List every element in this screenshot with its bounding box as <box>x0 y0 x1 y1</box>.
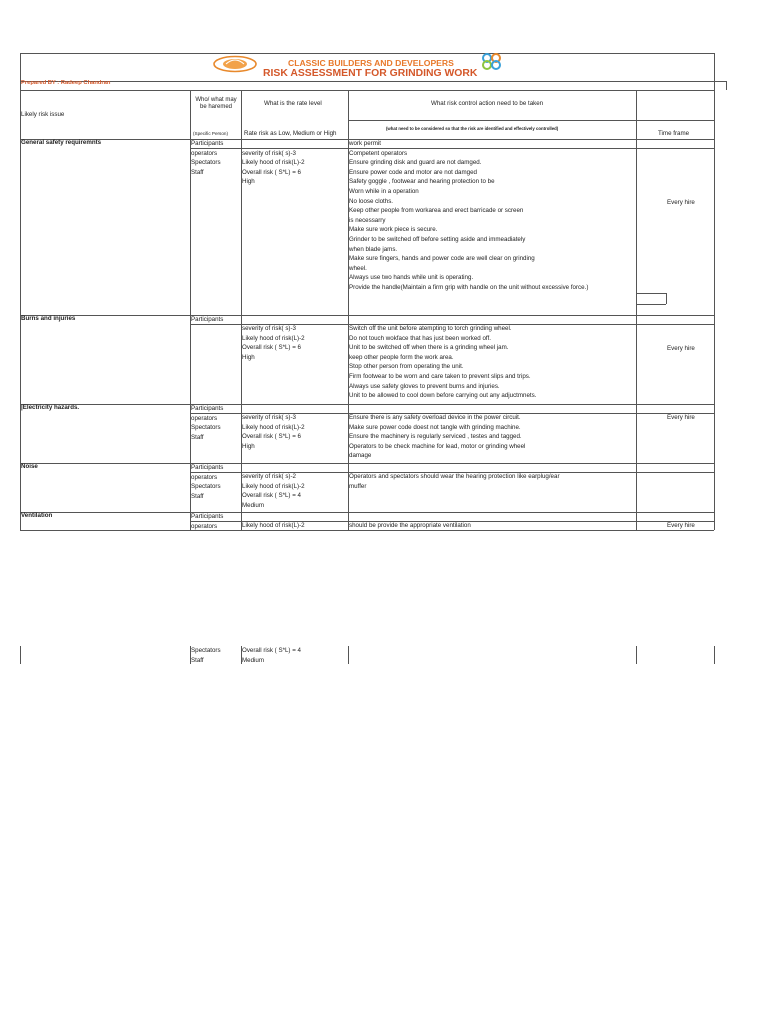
time-sub-line <box>636 304 666 305</box>
control-item: Provide the handle(Maintain a firm grip with handle on the unit without excessive force.) <box>349 283 589 291</box>
continuation-border <box>20 646 21 664</box>
col-header-rate: What is the rate level <box>264 100 322 107</box>
rate-list <box>242 521 305 531</box>
who-item: Participants <box>191 464 224 471</box>
who-item: operators <box>191 149 218 157</box>
who-item: Participants <box>191 405 224 412</box>
control-item: Do not touch wokface that has just been worked off. <box>349 334 491 342</box>
colhead-top <box>20 90 714 91</box>
who-item: operators <box>191 522 218 530</box>
company-logo-right <box>478 52 506 72</box>
continuation-border <box>714 646 715 664</box>
section-title: Burns and injuries <box>21 315 76 322</box>
who-item: Participants <box>191 140 224 147</box>
who-item: Staff <box>191 656 204 664</box>
section-border <box>20 315 714 316</box>
section-border <box>20 512 714 513</box>
who-item: operators <box>191 414 218 422</box>
time-frame: Every hire <box>667 345 695 352</box>
col-header-control-sub: (what need to be considered so that the risk are identified and effectively controlled) <box>386 126 559 131</box>
section-title: Ventilation <box>21 512 53 519</box>
control-item: Competent operators <box>349 149 408 157</box>
rate-item: Likely hood of risk(L)-2 <box>242 522 305 529</box>
who-item: Staff <box>191 492 204 500</box>
rate-item: High <box>242 353 255 361</box>
control-item: Unit to be switched off when there is a grinding wheel jam. <box>349 344 509 352</box>
who-list <box>191 512 223 531</box>
section-border <box>20 404 714 405</box>
time-sub-line <box>666 293 667 304</box>
rate-item: severity of risk( s)-3 <box>242 325 296 332</box>
section-title: |Electricity hazards. <box>21 404 80 411</box>
control-item: Make sure power code doest not tangle with grinding machine. <box>349 423 521 431</box>
control-item: No loose cloths. <box>349 197 394 205</box>
control-item: is necessarry <box>349 216 386 224</box>
control-item: work permit <box>349 140 381 147</box>
who-item: Staff <box>191 168 204 176</box>
col-header-who-sub: (Specific Person) <box>193 131 228 136</box>
rate-list <box>242 324 305 362</box>
control-item: Make sure fingers, hands and power code are well clear on grinding <box>349 255 535 263</box>
rate-item: Likely hood of risk(L)-2 <box>242 159 305 167</box>
who-list <box>191 139 223 177</box>
section-border <box>20 463 714 464</box>
control-item: wheel. <box>349 264 367 272</box>
rate-item: Overall risk ( S*L) = 6 <box>242 168 301 176</box>
who-item: Spectators <box>191 159 221 167</box>
prepared-by: Prepared BY : Radeep Chandran <box>21 80 111 86</box>
rate-item: Overall risk ( S*L) = 4 <box>242 492 301 500</box>
control-subheader-line <box>348 120 714 121</box>
control-list <box>349 139 588 293</box>
control-item: muffer <box>349 482 367 490</box>
rate-item: Overall risk ( S*L) = 6 <box>242 344 301 352</box>
control-item: Keep other people from workarea and erect barricade or screen <box>349 207 524 215</box>
col-header-rate-sub: Rate risk as Low, Medium or High <box>244 130 337 137</box>
who-list <box>191 463 223 501</box>
section-title: Noise <box>21 463 38 470</box>
table-top-border <box>20 53 714 54</box>
col-header-time: Time frame <box>658 130 690 137</box>
control-item: Always use two hands while unit is operating. <box>349 274 474 282</box>
rate-list <box>242 413 305 451</box>
who-list <box>191 646 221 665</box>
control-item: Safety goggle , footwear and hearing protection to be <box>349 178 495 186</box>
rate-item: Overall risk ( S*L) = 6 <box>242 433 301 441</box>
time-frame: Every hire <box>667 522 695 529</box>
control-item: Switch off the unit before atempting to torch grinding wheel. <box>349 325 512 332</box>
rate-list <box>242 646 301 665</box>
rate-item: Likely hood of risk(L)-2 <box>242 334 305 342</box>
company-name: CLASSIC BUILDERS AND DEVELOPERS <box>288 58 454 68</box>
control-item: Ensure grinding disk and guard are not damged. <box>349 159 482 167</box>
continuation-border <box>636 646 637 664</box>
control-item: Make sure work piece is secure. <box>349 226 438 234</box>
rate-item: severity of risk( s)-3 <box>242 414 296 421</box>
rate-item: Overall risk ( S*L) = 4 <box>242 647 301 654</box>
control-item: keep other people form the work area. <box>349 353 454 361</box>
control-list <box>349 324 536 401</box>
time-frame: Every hire <box>667 414 695 421</box>
who-item: operators <box>191 473 218 481</box>
control-item: Always use safety gloves to prevent burns and injuries. <box>349 382 500 390</box>
header-divider <box>20 81 726 82</box>
time-frame: Every hire <box>667 199 695 206</box>
control-item: should be provide the appropriate ventilation <box>349 522 471 529</box>
who-item: Participants <box>191 316 224 323</box>
header-tick <box>726 81 727 90</box>
control-item: Operators and spectators should wear the hearing protection like earplug/ear <box>349 473 560 480</box>
rate-item: High <box>242 178 255 186</box>
who-item: Staff <box>191 433 204 441</box>
control-list <box>349 413 525 461</box>
rate-list <box>242 149 305 187</box>
control-item: Unit to be allowed to cool down before carrying out any adjuctmnets. <box>349 392 537 400</box>
rate-item: severity of risk( s)-3 <box>242 149 296 157</box>
rate-item: Medium <box>242 656 265 664</box>
control-item: Ensure power code and motor are not damged <box>349 168 477 176</box>
rate-item: severity of risk( s)-2 <box>242 473 296 480</box>
rate-item: Likely hood of risk(L)-2 <box>242 423 305 431</box>
control-item: Grinder to be switched off before setting aside and immeadiately <box>349 235 526 243</box>
control-item: Ensure there is any safety overload device in the power circuit. <box>349 414 521 421</box>
section-title: General safety requiremnts <box>21 139 102 146</box>
table-right-border <box>714 53 715 530</box>
control-item: damage <box>349 452 372 460</box>
control-item: Ensure the machinery is regularly serviced , testes and tagged. <box>349 433 522 441</box>
control-item: Stop other person from operating the unit. <box>349 363 464 371</box>
rate-item: Likely hood of risk(L)-2 <box>242 482 305 490</box>
who-list <box>191 404 223 442</box>
rate-item: Medium <box>242 501 265 509</box>
control-list <box>349 521 471 531</box>
who-list <box>191 315 223 325</box>
company-logo-left <box>212 55 258 73</box>
control-item: Operators to be check machine for lead, motor or grinding wheel <box>349 442 526 450</box>
time-sub-line <box>636 293 666 294</box>
col-header-issue: Likely risk issue <box>21 111 65 118</box>
who-item: Spectators <box>191 483 221 491</box>
col-header-control: What risk control action need to be taken <box>431 100 544 107</box>
who-item: Participants <box>191 513 224 520</box>
col-header-who: Who/ what may be haremed <box>195 97 237 110</box>
col-divider-4 <box>636 90 637 530</box>
continuation-border <box>348 646 349 664</box>
rate-list <box>242 472 305 510</box>
rate-item: High <box>242 442 255 450</box>
control-item: Worn while in a operation <box>349 187 419 195</box>
control-item: when blade jams. <box>349 245 398 253</box>
control-list <box>349 472 560 491</box>
document-title: RISK ASSESSMENT FOR GRINDING WORK <box>263 68 478 79</box>
who-item: Spectators <box>191 647 221 654</box>
who-item: Spectators <box>191 424 221 432</box>
table-left-border <box>20 53 21 530</box>
control-item: Firm footwear to be worn and care taken to prevent slips and trips. <box>349 372 531 380</box>
